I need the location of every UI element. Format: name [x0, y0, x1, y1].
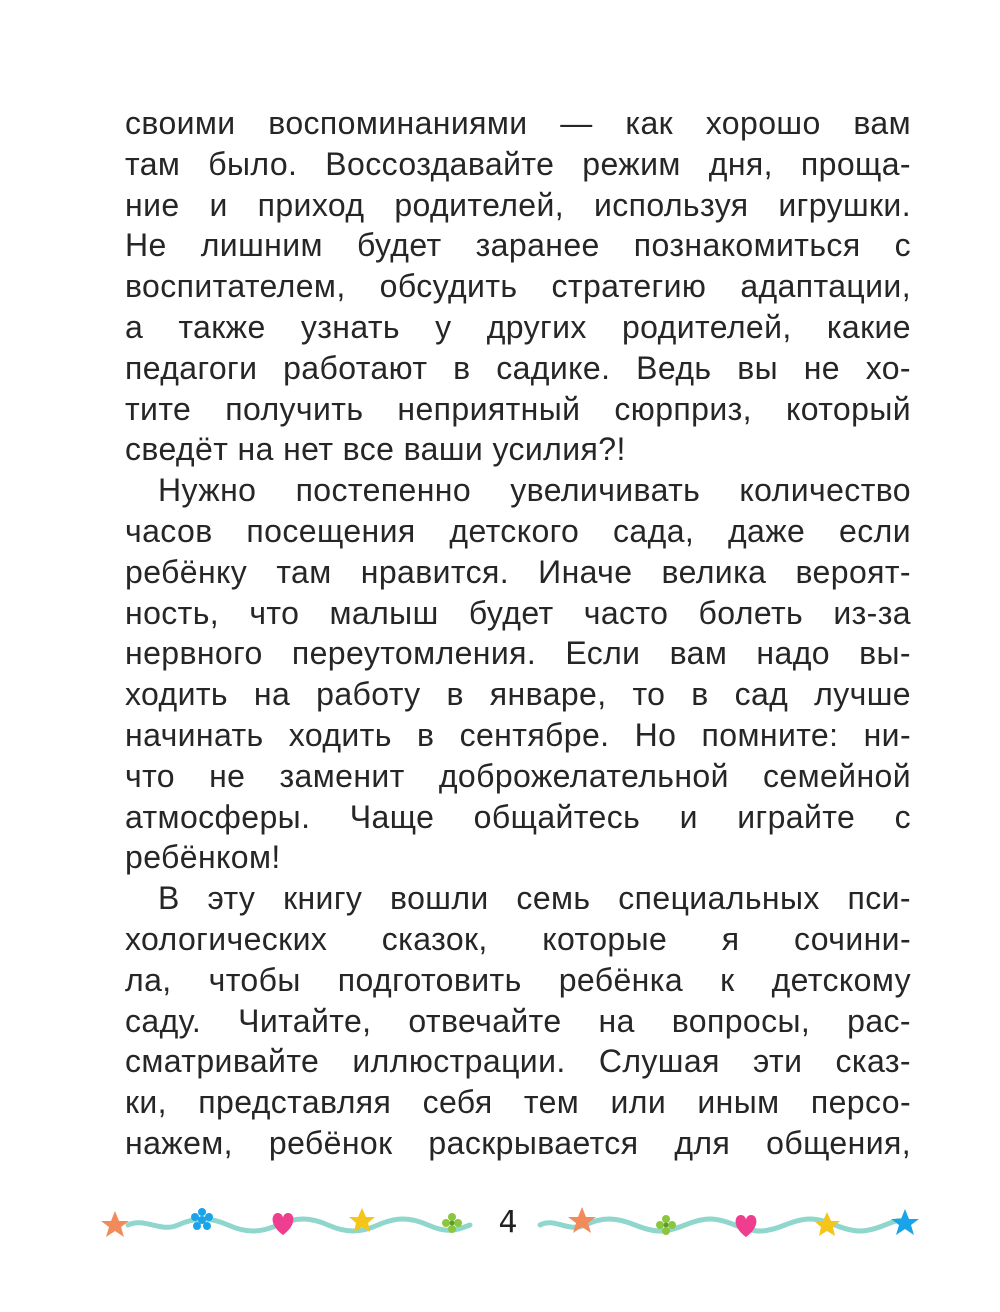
text-line: воспитателем, обсудить стратегию адаптации, [125, 268, 911, 305]
snowflake-icon [891, 1209, 919, 1235]
text-line: ние и приход родителей, используя игрушки. [125, 186, 911, 223]
text-line: В эту книгу вошли семь специальных пси- [158, 880, 911, 917]
page-footer-ornament [0, 1195, 1000, 1255]
wave-line-left [128, 1219, 470, 1231]
text-line: хологических сказок, которые я сочини- [125, 920, 911, 957]
star-icon [814, 1212, 840, 1236]
star-icon [101, 1211, 129, 1237]
page-body [125, 103, 911, 1164]
heart-icon [736, 1215, 757, 1237]
text-line: ки, представляя себя тем или иным персо- [125, 1084, 911, 1121]
text-line: тите получить неприятный сюрприз, который [125, 390, 911, 427]
text-line: ходить на работу в январе, то в сад лучше [125, 676, 911, 713]
text-line: нажем, ребёнок раскрывается для общения, [125, 1124, 911, 1161]
text-line: Не лишним будет заранее познакомиться с [125, 227, 911, 264]
text-line: ребёнком! [125, 839, 281, 876]
text-line: ность, что малыш будет часто болеть из-за [125, 594, 911, 631]
text-line: ребёнку там нравится. Иначе велика вероят- [125, 553, 911, 590]
text-line: своими воспоминаниями — как хорошо вам [125, 105, 911, 141]
heart-icon [273, 1213, 294, 1235]
snowflake-icon [191, 1208, 213, 1230]
text-line: часов посещения детского сада, даже если [125, 512, 911, 549]
text-line: Нужно постепенно увеличивать количество [158, 472, 911, 509]
text-line: там было. Воссоздавайте режим дня, проща- [125, 145, 911, 182]
page-number: 4 [498, 1205, 518, 1240]
text-line: начинать ходить в сентябре. Но помните: ни- [125, 716, 911, 753]
text-line: саду. Читайте, отвечайте на вопросы, рас- [125, 1002, 911, 1039]
text-line: сведёт на нет все ваши усилия?! [125, 431, 626, 468]
text-line: ла, чтобы подготовить ребёнка к детскому [125, 961, 911, 998]
text-line: сматривайте иллюстрации. Слушая эти сказ- [125, 1043, 911, 1080]
text-line: педагоги работают в садике. Ведь вы не хо- [125, 349, 911, 386]
text-line: что не заменит доброжелательной семейной [125, 757, 911, 794]
text-line: а также узнать у других родителей, какие [125, 308, 911, 345]
text-line: нервного переутомления. Если вам надо вы- [125, 635, 911, 672]
wave-line-right [540, 1219, 905, 1231]
text-line: атмосферы. Чаще общайтесь и играйте с [125, 798, 911, 835]
